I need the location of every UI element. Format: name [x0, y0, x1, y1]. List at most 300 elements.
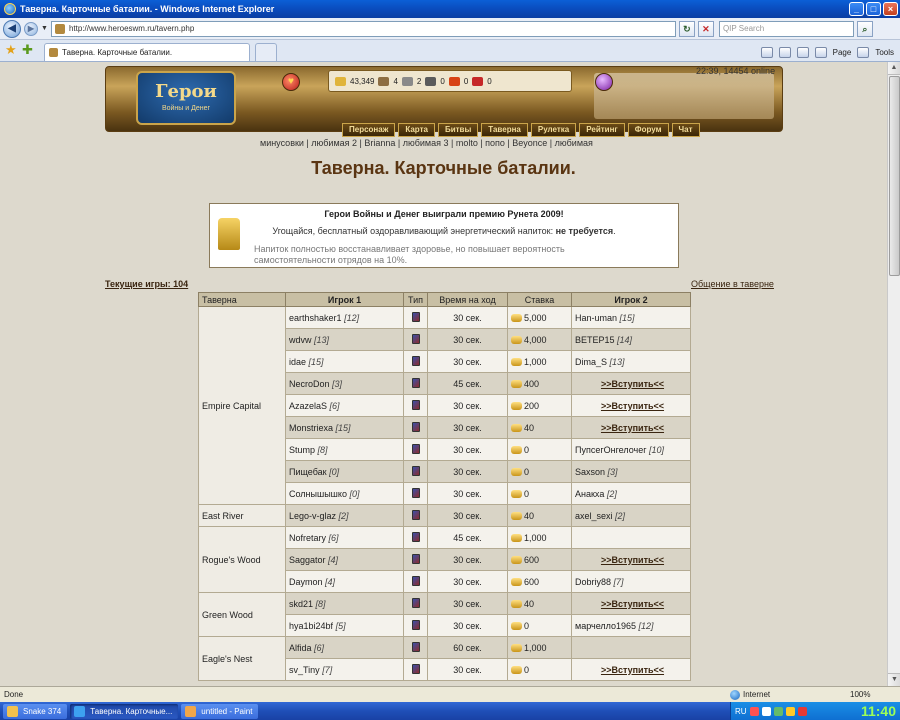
print-icon[interactable]	[797, 47, 809, 58]
logo-subtitle: Войны и Денег	[161, 105, 211, 112]
tab-bar	[0, 40, 900, 62]
gold-coin-icon	[511, 622, 522, 630]
join-cell	[572, 373, 691, 395]
tools-icon[interactable]	[857, 47, 869, 58]
player1-level: [4]	[328, 554, 339, 565]
player1-level: [7]	[322, 664, 333, 675]
player1-name[interactable]: AzazelaS	[289, 400, 328, 411]
scroll-thumb[interactable]	[889, 76, 900, 276]
player2-level: [14]	[617, 334, 633, 345]
player1-level: [15]	[335, 422, 351, 433]
player1-level: [8]	[315, 598, 326, 609]
card-deck-icon	[412, 642, 420, 652]
turn-time-cell: 30 сек.	[428, 417, 508, 439]
tray-icon-5[interactable]	[798, 707, 807, 716]
bet-cell	[508, 637, 572, 659]
card-deck-icon	[412, 444, 420, 454]
game-type-cell	[404, 329, 428, 351]
ore-value: 2	[416, 76, 422, 86]
back-button[interactable]: ◀	[3, 20, 21, 38]
player2-empty-cell	[572, 637, 691, 659]
gold-coin-icon	[511, 402, 522, 410]
join-game-link[interactable]: >>Вступить<<	[600, 664, 665, 675]
tab-title: Таверна. Карточные баталии.	[62, 48, 173, 57]
tavern-games-table	[198, 292, 691, 681]
player1-name[interactable]: sv_Tiny	[289, 664, 320, 675]
health-heart-icon[interactable]: ♥	[282, 73, 300, 91]
bet-cell	[508, 549, 572, 571]
card-deck-icon	[412, 312, 420, 322]
bet-value: 400	[524, 378, 540, 389]
mercury-icon	[425, 77, 436, 86]
stop-button[interactable]: ✕	[698, 21, 714, 37]
tab-favicon	[49, 48, 58, 57]
header-player1: Игрок 1	[286, 293, 404, 307]
player2-level: [7]	[613, 576, 624, 587]
gold-coin-icon	[511, 314, 522, 322]
bet-value: 0	[524, 444, 530, 455]
logo-title: Герои	[155, 81, 217, 102]
player1-level: [6]	[314, 642, 325, 653]
page-menu[interactable]: Page	[832, 47, 852, 57]
gold-coin-icon	[511, 600, 522, 608]
player1-cell[interactable]	[286, 417, 404, 439]
player2-cell[interactable]	[572, 351, 691, 373]
player1-level: [0]	[349, 488, 360, 499]
player1-cell[interactable]	[286, 505, 404, 527]
player2-name[interactable]: Han-uman	[575, 312, 618, 323]
gold-icon	[335, 77, 346, 86]
bet-value: 1,000	[524, 532, 547, 543]
turn-time-cell: 30 сек.	[428, 593, 508, 615]
clock-display: 11:40	[860, 703, 896, 719]
bet-cell	[508, 439, 572, 461]
new-tab-button[interactable]	[255, 43, 277, 61]
player1-cell[interactable]	[286, 307, 404, 329]
player2-cell[interactable]	[572, 461, 691, 483]
turn-time-cell: 30 сек.	[428, 307, 508, 329]
player1-cell[interactable]	[286, 527, 404, 549]
bet-value: 600	[524, 554, 540, 565]
tray-icon-3[interactable]	[774, 707, 783, 716]
menu-roulette[interactable]: Рулетка	[531, 123, 576, 137]
promo-box	[209, 203, 679, 268]
card-deck-icon	[412, 466, 420, 476]
player1-name[interactable]: Пищебак	[289, 466, 327, 477]
table-row	[199, 637, 691, 659]
player2-name[interactable]: Saxson	[575, 466, 606, 477]
player1-cell[interactable]	[286, 461, 404, 483]
join-game-link[interactable]: >>Вступить<<	[600, 378, 665, 389]
game-type-cell	[404, 461, 428, 483]
player1-name[interactable]: skd21	[289, 598, 314, 609]
bet-value: 1,000	[524, 356, 547, 367]
player1-cell[interactable]	[286, 439, 404, 461]
player2-name[interactable]: Dobriy88	[575, 576, 612, 587]
player1-cell[interactable]	[286, 593, 404, 615]
card-deck-icon	[412, 576, 420, 586]
tavern-location-cell: Empire Capital	[199, 307, 286, 505]
sulfur-value: 0	[463, 76, 469, 86]
menu-map[interactable]: Карта	[398, 123, 435, 137]
gold-coin-icon	[511, 578, 522, 586]
menu-rating[interactable]: Рейтинг	[579, 123, 625, 137]
tools-menu[interactable]: Tools	[875, 47, 894, 57]
player1-cell[interactable]	[286, 395, 404, 417]
game-logo[interactable]	[136, 71, 236, 125]
turn-time-cell: 30 сек.	[428, 461, 508, 483]
player2-level: [2]	[606, 488, 617, 499]
player2-level: [2]	[615, 510, 626, 521]
player1-cell[interactable]	[286, 373, 404, 395]
game-type-cell	[404, 505, 428, 527]
gold-value: 43,349	[350, 76, 375, 86]
window-titlebar	[0, 0, 900, 18]
bet-cell	[508, 395, 572, 417]
player2-name[interactable]: марчелло1965	[575, 620, 637, 631]
bet-cell	[508, 461, 572, 483]
tavern-table-body	[199, 307, 691, 681]
taskbar-item-browser[interactable]: Таверна. Карточные...	[70, 704, 178, 719]
player2-cell[interactable]	[572, 571, 691, 593]
card-deck-icon	[412, 488, 420, 498]
player1-name[interactable]: Nofretary	[289, 532, 327, 543]
table-header-row	[199, 293, 691, 307]
player2-cell[interactable]	[572, 307, 691, 329]
player1-cell[interactable]	[286, 659, 404, 681]
gold-coin-icon	[511, 380, 522, 388]
card-deck-icon	[412, 400, 420, 410]
paint-app-icon	[185, 706, 196, 717]
turn-time-cell: 30 сек.	[428, 439, 508, 461]
bet-value: 0	[524, 620, 530, 631]
table-row	[199, 307, 691, 329]
game-header-banner	[105, 66, 783, 132]
gold-coin-icon	[511, 556, 522, 564]
command-bar	[761, 43, 900, 61]
turn-time-cell: 30 сек.	[428, 549, 508, 571]
card-deck-icon	[412, 422, 420, 432]
scroll-up-arrow[interactable]: ▲	[888, 62, 900, 75]
home-icon[interactable]	[761, 47, 773, 58]
player1-level: [4]	[325, 576, 336, 587]
player1-level: [8]	[317, 444, 328, 455]
card-deck-icon	[412, 510, 420, 520]
card-deck-icon	[412, 598, 420, 608]
mercury-value: 0	[440, 76, 445, 86]
minimize-button[interactable]: _	[849, 2, 864, 16]
player1-name[interactable]: Lego-v-glaz	[289, 510, 337, 521]
search-input[interactable]: QIP Search	[719, 21, 854, 37]
bet-cell	[508, 329, 572, 351]
castle-illustration	[594, 73, 774, 119]
bet-cell	[508, 351, 572, 373]
join-game-link[interactable]: >>Вступить<<	[600, 400, 665, 411]
address-text: http://www.heroeswm.ru/tavern.php	[68, 24, 195, 33]
player2-level: [12]	[638, 620, 654, 631]
player1-name[interactable]: Daymon	[289, 576, 323, 587]
player1-name[interactable]: idae	[289, 356, 307, 367]
player2-empty-cell	[572, 527, 691, 549]
friends-list[interactable]: минусовки | любимая 2 | Brianna | любимая 3 | molto | попо | Beyonce | любимая	[260, 138, 593, 148]
game-type-cell	[404, 659, 428, 681]
maximize-button[interactable]: □	[866, 2, 881, 16]
taskbar-item-paint[interactable]: untitled - Paint	[181, 704, 258, 719]
turn-time-cell: 30 сек.	[428, 483, 508, 505]
gold-coin-icon	[511, 424, 522, 432]
player2-level: [13]	[609, 356, 625, 367]
scroll-down-arrow[interactable]: ▼	[888, 673, 900, 686]
zone-label: Internet	[743, 690, 771, 699]
player1-name[interactable]: Stump	[289, 444, 316, 455]
player1-cell[interactable]	[286, 637, 404, 659]
bet-cell	[508, 307, 572, 329]
player2-name[interactable]: BETEP15	[575, 334, 615, 345]
header-type: Тип	[404, 293, 428, 307]
player1-cell[interactable]	[286, 329, 404, 351]
player2-name[interactable]: ПупсегОнгелочег	[575, 444, 647, 455]
player1-name[interactable]: Saggator	[289, 554, 326, 565]
page-icon[interactable]	[815, 47, 827, 58]
ore-icon	[402, 77, 413, 86]
refresh-button[interactable]: ↻	[679, 21, 695, 37]
turn-time-cell: 45 сек.	[428, 373, 508, 395]
gold-coin-icon	[511, 490, 522, 498]
player2-level: [3]	[607, 466, 618, 477]
tray-icon-1[interactable]	[750, 707, 759, 716]
bet-value: 4,000	[524, 334, 547, 345]
player1-name[interactable]: Солнышышко	[289, 488, 347, 499]
bet-value: 200	[524, 400, 540, 411]
game-type-cell	[404, 637, 428, 659]
table-row	[199, 527, 691, 549]
gold-coin-icon	[511, 644, 522, 652]
player1-level: [2]	[338, 510, 349, 521]
card-deck-icon	[412, 334, 420, 344]
player2-cell[interactable]	[572, 329, 691, 351]
status-text: Done	[4, 690, 24, 699]
player2-cell[interactable]	[572, 439, 691, 461]
player1-name[interactable]: wdvw	[289, 334, 312, 345]
crystal-icon	[472, 77, 483, 86]
game-type-cell	[404, 571, 428, 593]
menu-chat[interactable]: Чат	[672, 123, 700, 137]
player1-level: [5]	[335, 620, 346, 631]
player1-name[interactable]: hya1bi24bf	[289, 620, 334, 631]
bet-cell	[508, 659, 572, 681]
menu-battles[interactable]: Битвы	[438, 123, 478, 137]
favorites-star-icon[interactable]: ★	[5, 42, 17, 57]
bet-cell	[508, 571, 572, 593]
page-title: Таверна. Карточные баталии.	[311, 158, 576, 178]
menu-character[interactable]: Персонаж	[342, 123, 395, 137]
bet-value: 600	[524, 576, 540, 587]
wood-value: 4	[393, 76, 398, 86]
feeds-icon[interactable]	[779, 47, 791, 58]
ie-logo-icon	[4, 3, 16, 15]
bet-value: 0	[524, 488, 530, 499]
web-content	[0, 62, 887, 686]
gold-coin-icon	[511, 666, 522, 674]
game-type-cell	[404, 593, 428, 615]
snake-app-icon	[7, 706, 18, 717]
gold-coin-icon	[511, 336, 522, 344]
address-toolbar	[0, 18, 900, 40]
current-games-link[interactable]: Текущие игры: 104	[105, 279, 189, 289]
turn-time-cell: 30 сек.	[428, 329, 508, 351]
address-bar[interactable]	[51, 21, 676, 37]
game-type-cell	[404, 439, 428, 461]
player2-cell[interactable]	[572, 483, 691, 505]
bet-value: 40	[524, 510, 535, 521]
game-type-cell	[404, 527, 428, 549]
table-row	[199, 593, 691, 615]
tavern-chat-link[interactable]: Общение в таверне	[691, 279, 774, 289]
gold-coin-icon	[511, 358, 522, 366]
promo-headline: Герои Войны и Денег выиграли премию Рунета 2009!	[324, 209, 564, 219]
player1-level: [12]	[344, 312, 360, 323]
promo-description: Напиток полностью восстанавливает здоровье, но повышает вероятность самостоятельности отрядов на 10%.	[254, 244, 565, 265]
history-dropdown-icon[interactable]: ▼	[41, 25, 48, 32]
player1-name[interactable]: earthshaker1	[289, 312, 342, 323]
player1-level: [6]	[329, 400, 340, 411]
header-player2: Игрок 2	[572, 293, 691, 307]
player2-name[interactable]: Анакха	[575, 488, 605, 499]
player1-cell[interactable]	[286, 351, 404, 373]
bet-cell	[508, 615, 572, 637]
card-deck-icon	[412, 664, 420, 674]
bet-cell	[508, 483, 572, 505]
game-menu	[342, 123, 752, 137]
player2-name[interactable]: axel_sexi	[575, 510, 613, 521]
vertical-scrollbar[interactable]	[887, 62, 900, 686]
game-type-cell	[404, 351, 428, 373]
security-zone	[730, 690, 850, 700]
header-time: Время на ход	[428, 293, 508, 307]
search-go-icon[interactable]: ⌕	[857, 21, 873, 37]
mana-orb-icon[interactable]	[595, 73, 613, 91]
card-deck-icon	[412, 378, 420, 388]
join-cell	[572, 659, 691, 681]
menu-tavern[interactable]: Таверна	[481, 123, 528, 137]
tab-tavern[interactable]	[44, 43, 250, 61]
tavern-location-cell: East River	[199, 505, 286, 527]
player1-level: [13]	[314, 334, 330, 345]
player1-name[interactable]: Monstriexa	[289, 422, 334, 433]
player1-cell[interactable]	[286, 549, 404, 571]
player1-cell[interactable]	[286, 615, 404, 637]
forward-button[interactable]: ▶	[24, 22, 38, 36]
tavern-location-cell: Eagle's Nest	[199, 637, 286, 681]
gold-coin-icon	[511, 446, 522, 454]
card-deck-icon	[412, 620, 420, 630]
card-deck-icon	[412, 532, 420, 542]
gold-coin-icon	[511, 512, 522, 520]
game-type-cell	[404, 395, 428, 417]
game-type-cell	[404, 417, 428, 439]
bet-cell	[508, 373, 572, 395]
player2-level: [10]	[649, 444, 665, 455]
turn-time-cell: 30 сек.	[428, 615, 508, 637]
join-game-link[interactable]: >>Вступить<<	[600, 554, 665, 565]
join-cell	[572, 593, 691, 615]
bet-cell	[508, 505, 572, 527]
join-cell	[572, 549, 691, 571]
player1-level: [15]	[308, 356, 324, 367]
globe-icon	[730, 690, 740, 700]
close-window-button[interactable]: ×	[883, 2, 898, 16]
bet-cell	[508, 527, 572, 549]
header-tavern: Таверна	[199, 293, 286, 307]
bet-value: 0	[524, 664, 530, 675]
bet-value: 5,000	[524, 312, 547, 323]
player2-name[interactable]: Dima_S	[575, 356, 608, 367]
tavern-location-cell: Rogue's Wood	[199, 527, 286, 593]
windows-taskbar	[0, 702, 900, 720]
bet-value: 40	[524, 598, 535, 609]
add-favorite-icon[interactable]: ✚	[22, 42, 33, 57]
gold-coin-icon	[511, 468, 522, 476]
player2-cell[interactable]	[572, 505, 691, 527]
site-favicon	[55, 24, 65, 34]
join-game-link[interactable]: >>Вступить<<	[600, 598, 665, 609]
bet-value: 0	[524, 466, 530, 477]
player1-cell[interactable]	[286, 483, 404, 505]
turn-time-cell: 30 сек.	[428, 395, 508, 417]
resource-bar	[328, 70, 572, 92]
status-bar	[0, 686, 900, 702]
tavern-location-cell: Green Wood	[199, 593, 286, 637]
menu-forum[interactable]: Форум	[628, 123, 669, 137]
player1-name[interactable]: Alfida	[289, 642, 312, 653]
join-game-link[interactable]: >>Вступить<<	[600, 422, 665, 433]
header-bet: Ставка	[508, 293, 572, 307]
bet-cell	[508, 417, 572, 439]
player1-level: [0]	[329, 466, 340, 477]
card-deck-icon	[412, 356, 420, 366]
server-clock: 22:39, 14454 online	[696, 66, 776, 76]
player1-level: [6]	[328, 532, 339, 543]
bet-value: 1,000	[524, 642, 547, 653]
turn-time-cell: 30 сек.	[428, 659, 508, 681]
join-cell	[572, 395, 691, 417]
bet-value: 40	[524, 422, 535, 433]
system-tray	[730, 702, 900, 720]
player1-name[interactable]: NecroDon	[289, 378, 330, 389]
tray-icon-2[interactable]	[762, 707, 771, 716]
wood-icon	[378, 77, 389, 86]
game-type-cell	[404, 373, 428, 395]
game-type-cell	[404, 483, 428, 505]
turn-time-cell: 30 сек.	[428, 505, 508, 527]
crystal-value: 0	[487, 76, 492, 86]
bet-cell	[508, 593, 572, 615]
game-type-cell	[404, 549, 428, 571]
player1-cell[interactable]	[286, 571, 404, 593]
turn-time-cell: 45 сек.	[428, 527, 508, 549]
tray-icon-4[interactable]	[786, 707, 795, 716]
game-type-cell	[404, 615, 428, 637]
taskbar-item-snake[interactable]: Snake 374	[3, 704, 67, 719]
zoom-level[interactable]: 100%	[850, 690, 871, 699]
turn-time-cell: 60 сек.	[428, 637, 508, 659]
language-indicator[interactable]: RU	[735, 706, 747, 716]
join-cell	[572, 417, 691, 439]
player2-cell[interactable]	[572, 615, 691, 637]
window-title: Таверна. Карточные баталии. - Windows Internet Explorer	[20, 4, 275, 14]
player1-level: [3]	[332, 378, 343, 389]
gold-coin-icon	[511, 534, 522, 542]
